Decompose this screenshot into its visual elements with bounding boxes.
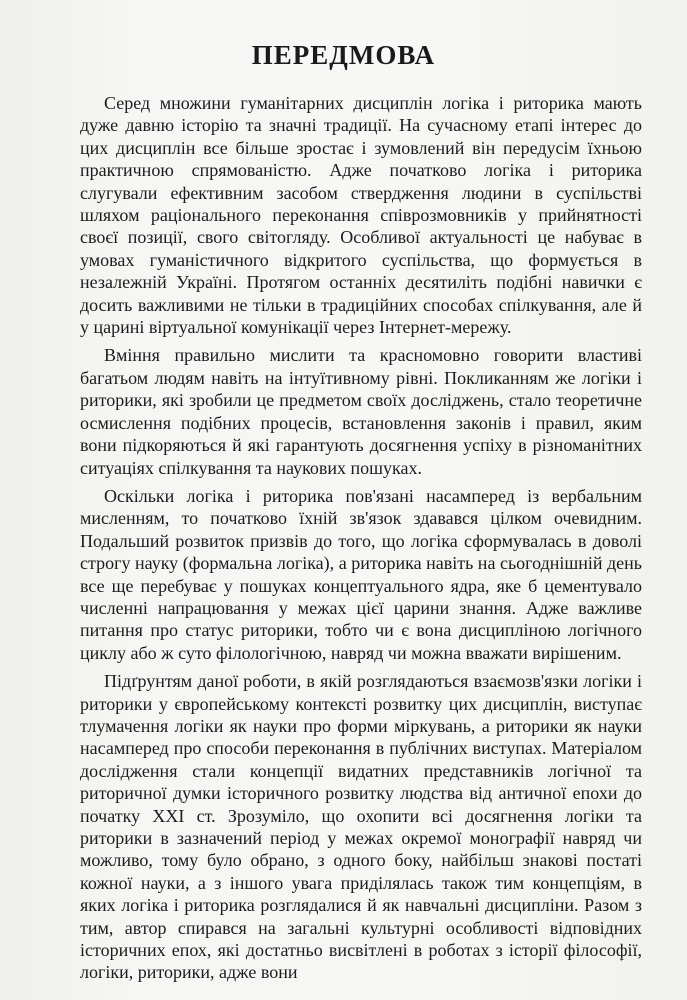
page-title: ПЕРЕДМОВА	[251, 40, 436, 70]
paragraph-3: Оскільки логіка і риторика пов'язані насамперед із вербальним мисленням, то початково їхній зв'язок здавався цілком очевидним. Подальший розвиток призвів до того, що логіка сформувалась в доволі строгу науку (формальна логіка), а риторика навіть на сьогоднішній день все ще перебуває у пошуках концептуального ядра, яке б цементувало численні напрацювання у межах цієї царини знання. Адже важливе питання про статус риторики, тобто чи є вона дисципліною логічного циклу або ж суто філологічною, навряд чи можна вважати вирішеним.	[80, 485, 642, 663]
paragraph-4: Підґрунтям даної роботи, в якій розглядаються взаємозв'язки логіки і риторики у європейському контексті розвитку цих дисциплін, виступає тлумачення логіки як науки про форми міркувань, а риторики як науки насамперед про способи переконання в публічних виступах. Матеріалом дослідження стали концепції видатних представників логічної та риторичної думки історичного розвитку людства від античної епохи до початку XXI ст. Зрозуміло, що охопити всі досягнення логіки та риторики в зазначений період у межах окремої монографії навряд чи можливо, тому було обрано, з одного боку, найбільш знакові постаті кожної науки, а з іншого увага приділялась також тим концепціям, в яких логіка і риторика розглядалися й як навчальні дисципліни. Разом з тим, автор спирався на загальні культурні особливості відповідних історичних епох, які достатньо висвітлені в роботах з історії філософії, логіки, риторики, адже вони	[80, 671, 642, 983]
paragraph-2: Вміння правильно мислити та красномовно говорити властиві багатьом людям навіть на інтуїтивному рівні. Покликанням же логіки і риторики, які зробили це предметом своїх досліджень, стало теоретичне осмислення подібних процесів, встановлення законів і правил, яким вони підкоряються й які гарантують досягнення успіху в різноманітних ситуаціях спілкування та наукових пошуках.	[80, 345, 642, 478]
body-text	[80, 92, 642, 990]
footer-mark: '	[620, 956, 623, 971]
paragraph-1: Серед множини гуманітарних дисциплін логіка і риторика мають дуже давню історію та значні традиції. На сучасному етапі інтерес до цих дисциплін все більше зростає і зумовлений він передусім їхньою практичною спрямованістю. Адже початково логіка і риторика слугували ефективним засобом ствердження людини в суспільстві шляхом раціонального переконання співрозмовників у прийнятності своєї позиції, свого світогляду. Особливої актуальності це набуває в умовах гуманістичного відкритого суспільства, що формується в незалежній Україні. Протягом останніх десятиліть подібні навички є досить важливими не тільки в традиційних способах спілкування, але й у царині віртуальної комунікації через Інтернет-мережу.	[80, 93, 642, 338]
